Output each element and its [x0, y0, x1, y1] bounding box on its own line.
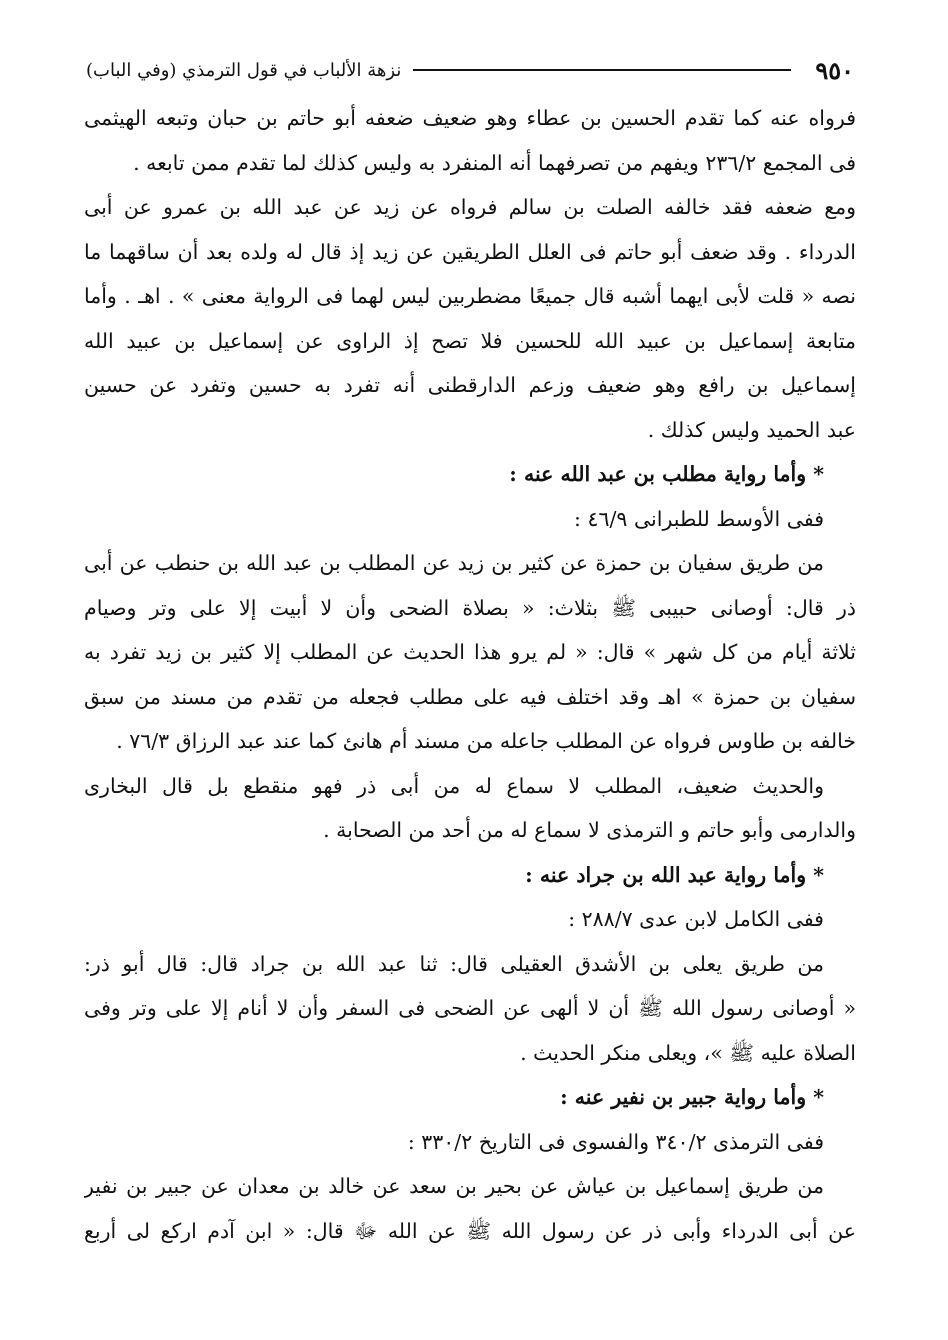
source-line: ففى الترمذى ٣٤٠/٢ والفسوى فى التاريخ ٣٣٠/٢ : — [407, 1129, 824, 1154]
text-line: خالفه بن طاوس فرواه عن المطلب جاعله من مسند أم هانئ كما عند عبد الرزاق ٧٦/٣ . — [116, 729, 856, 753]
text-line: من طريق يعلى بن الأشدق العقيلى قال: ثنا عبد الله بن جراد قال: قال أبو ذر: — [84, 951, 824, 976]
text-line: نصه « قلت لأبى ايهما أشبه قال جميعًا مضطربين ليس لهما فى الرواية معنى » . اهـ . وأما — [84, 284, 856, 308]
text-line: فرواه عنه كما تقدم الحسين بن عطاء وهو ضعيف ضعفه أبو حاتم بن حبان وتبعه الهيثمى — [84, 106, 856, 130]
text-line: عبد الحميد وليس كذلك . — [647, 417, 856, 442]
text-line: والدارمى وأبو حاتم و الترمذى لا سماع له من أحد من الصحابة . — [323, 818, 856, 842]
text-line: الصلاة عليه ﷺ »، ويعلى منكر الحديث . — [520, 1040, 856, 1065]
text-line: ذر قال: أوصانى حبيبى ﷺ بثلاث: « بصلاة الضحى وأن لا أبيت إلا على وتر وصيام — [84, 595, 856, 620]
text-line: ومع ضعفه فقد خالفه الصلت بن سالم فرواه عن زيد عن عبد الله بن عمرو عن أبى — [84, 195, 856, 219]
section-heading: * وأما رواية جبير بن نفير عنه : — [560, 1085, 824, 1109]
text-line: متابعة إسماعيل بن عبيد الله للحسين فلا تصح إذ الراوى عن إسماعيل بن عبيد الله — [84, 328, 856, 353]
text-line: والحديث ضعيف، المطلب لا سماع له من أبى ذر فهو منقطع بل قال البخارى — [84, 773, 824, 798]
text-line: ثلاثة أيام من كل شهر » قال: « لم يرو هذا الحديث عن المطلب إلا كثير بن زيد تفرد به — [84, 640, 856, 664]
running-title: نزهة الألباب في قول الترمذي (وفي الباب) — [86, 59, 402, 81]
section-heading: * وأما رواية عبد الله بن جراد عنه : — [525, 862, 824, 887]
page-body — [84, 96, 856, 1253]
text-line: « أوصانى رسول الله ﷺ أن لا ألهى عن الضحى فى السفر وأن لا أنام إلا على وتر وفى — [84, 996, 856, 1020]
page-number: ٩٥٠ — [815, 55, 854, 85]
text-line: من طريق سفيان بن حمزة عن كثير بن زيد عن المطلب بن عبد الله بن حنطب عن أبى — [84, 551, 824, 575]
text-line: سفيان بن حمزة » اهـ وقد اختلف فيه على مطلب فجعله من تقدم من مسند من سبق — [84, 684, 856, 709]
page-header — [86, 50, 854, 90]
header-rule — [413, 69, 791, 71]
text-line: الدرداء . وقد ضعف أبو حاتم فى العلل الطريقين عن زيد إذ قال له ولده بعد أن ساقهما ما — [84, 239, 856, 264]
text-line: عن أبى الدرداء وأبى ذر عن رسول الله ﷺ عن الله ﷻ قال: « ابن آدم اركع لى أربع — [84, 1218, 856, 1243]
source-line: ففى الأوسط للطبرانى ٤٦/٩ : — [574, 506, 824, 531]
text-line: فى المجمع ٢٣٦/٢ ويفهم من تصرفهما أنه المنفرد به وليس كذلك لما تقدم ممن تابعه . — [133, 150, 856, 175]
text-line: إسماعيل بن رافع وهو ضعيف وزعم الدارقطنى أنه تفرد به حسين وتفرد عن حسين — [84, 373, 856, 397]
section-heading: * وأما رواية مطلب بن عبد الله عنه : — [509, 462, 824, 486]
source-line: ففى الكامل لابن عدى ٢٨٨/٧ : — [568, 907, 824, 931]
text-line: من طريق إسماعيل بن عياش عن بحير بن سعد عن خالد بن معدان عن جبير بن نفير — [84, 1174, 824, 1198]
